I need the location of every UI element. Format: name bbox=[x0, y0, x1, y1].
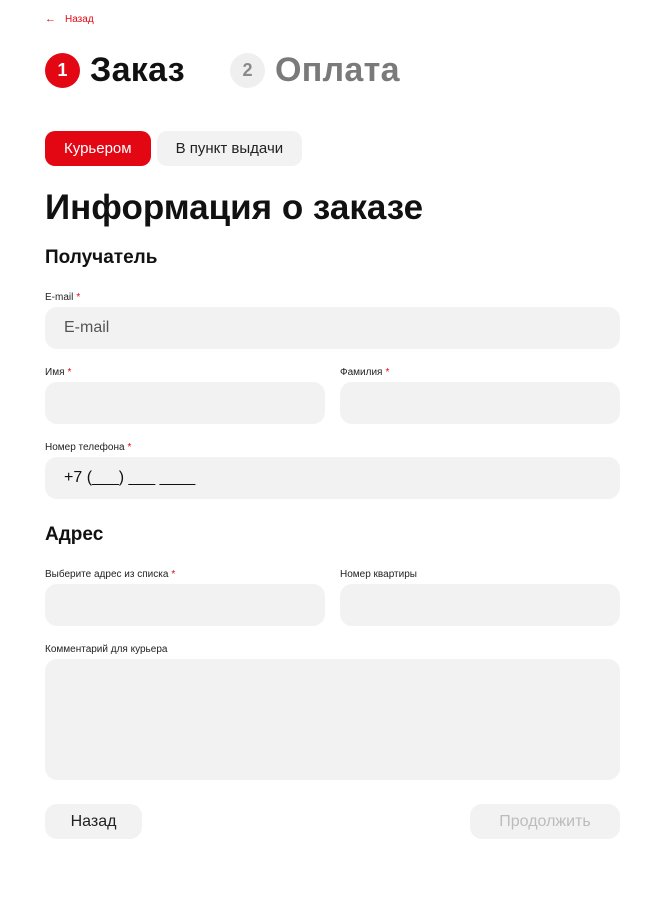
back-link[interactable] bbox=[45, 14, 94, 25]
email-label bbox=[45, 292, 80, 303]
required-mark: * bbox=[76, 292, 81, 303]
page-title: Информация о заказе bbox=[45, 188, 424, 227]
required-mark: * bbox=[171, 569, 176, 580]
email-label-text: E-mail bbox=[45, 292, 74, 303]
email-placeholder: E-mail bbox=[64, 319, 110, 336]
step-number-badge: 2 bbox=[230, 53, 265, 88]
tab-pickup-point[interactable]: В пункт выдачи bbox=[157, 131, 303, 166]
address-select-label-text: Выберите адрес из списка bbox=[45, 569, 169, 580]
step-title: Заказ bbox=[90, 51, 185, 89]
first-name-label bbox=[45, 367, 71, 378]
checkout-steps bbox=[45, 51, 400, 90]
phone-field[interactable] bbox=[45, 457, 620, 499]
phone-label bbox=[45, 442, 131, 453]
delivery-method-tabs bbox=[45, 131, 302, 166]
section-title-recipient: Получатель bbox=[45, 247, 158, 268]
apartment-label bbox=[340, 569, 417, 580]
courier-comment-textarea[interactable] bbox=[45, 659, 620, 780]
section-title-address: Адрес bbox=[45, 524, 104, 545]
first-name-field[interactable] bbox=[45, 382, 325, 424]
apartment-field[interactable] bbox=[340, 584, 620, 626]
phone-label-text: Номер телефона bbox=[45, 442, 125, 453]
last-name-label bbox=[340, 367, 389, 378]
email-field[interactable] bbox=[45, 307, 620, 349]
required-mark: * bbox=[385, 367, 390, 378]
back-link-label: Назад bbox=[65, 14, 94, 25]
address-select-label bbox=[45, 569, 175, 580]
continue-button[interactable]: Продолжить bbox=[470, 804, 620, 839]
phone-mask-value: +7 (___) ___ ____ bbox=[64, 469, 196, 486]
courier-comment-label-text: Комментарий для курьера bbox=[45, 644, 168, 655]
last-name-field[interactable] bbox=[340, 382, 620, 424]
required-mark: * bbox=[127, 442, 132, 453]
courier-comment-label bbox=[45, 644, 167, 655]
step-title: Оплата bbox=[274, 51, 400, 89]
address-select-field[interactable] bbox=[45, 584, 325, 626]
last-name-label-text: Фамилия bbox=[340, 367, 383, 378]
step-number-badge: 1 bbox=[45, 53, 80, 88]
required-mark: * bbox=[67, 367, 72, 378]
step-payment[interactable] bbox=[230, 51, 400, 90]
step-order bbox=[45, 51, 185, 90]
back-button[interactable]: Назад bbox=[45, 804, 142, 839]
arrow-left-icon: ← bbox=[45, 13, 56, 25]
first-name-label-text: Имя bbox=[45, 367, 65, 378]
apartment-label-text: Номер квартиры bbox=[340, 569, 417, 580]
tab-courier[interactable]: Курьером bbox=[45, 131, 151, 166]
